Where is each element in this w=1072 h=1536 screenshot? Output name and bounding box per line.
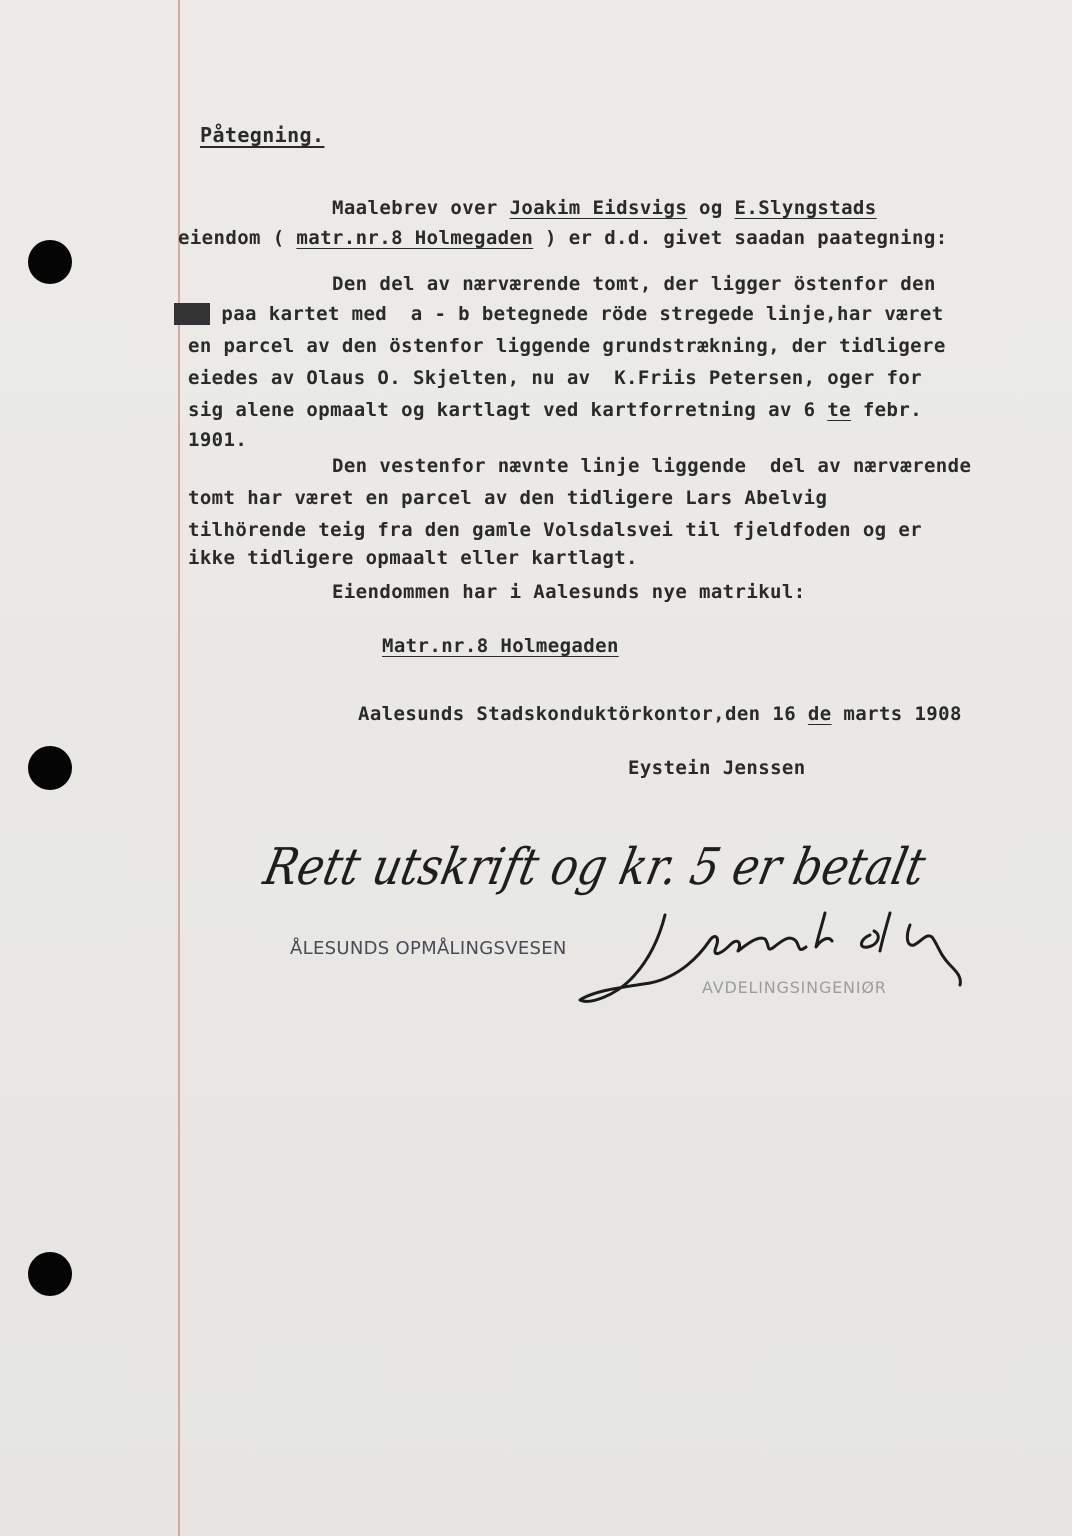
text-line: en parcel av den östenfor liggende grundstrækning, der tidligere [188, 335, 946, 357]
text-line: eiedes av Olaus O. Skjelten, nu av K.Friis Petersen, oger for [188, 367, 923, 389]
text-line: Den del av nærværende tomt, der ligger östenfor den [332, 273, 936, 295]
text-line: 1901. [188, 429, 248, 451]
handwritten-note: Rett utskrift og kr. 5 er betalt [258, 838, 931, 897]
signer-name: Eystein Jenssen [628, 757, 806, 779]
text-line: Eiendommen har i Aalesunds nye matrikul: [332, 581, 806, 603]
text-line: Xxx paa kartet med a - b betegnede röde stregede linje,har været [174, 303, 944, 325]
struck-word: Xxx [174, 303, 210, 325]
text-line: sig alene opmaalt og kartlagt ved kartforretning av 6 te febr. [188, 399, 923, 421]
punch-hole [28, 746, 72, 790]
text-line: Den vestenfor nævnte linje liggende del av nærværende [332, 455, 972, 477]
office-stamp: ÅLESUNDS OPMÅLINGSVESEN [290, 938, 567, 959]
text-line: eiendom ( matr.nr.8 Holmegaden ) er d.d. givet saadan paategning: [178, 227, 948, 249]
handwritten-signature [570, 895, 970, 1015]
title-stamp: AVDELINGSINGENIØR [702, 978, 887, 997]
punch-hole [28, 240, 72, 284]
place-date: Aalesunds Stadskonduktörkontor,den 16 de marts 1908 [358, 703, 962, 725]
punch-hole [28, 1252, 72, 1296]
text-line: Maalebrev over Joakim Eidsvigs og E.Slyngstads [332, 197, 877, 219]
text-line: tomt har været en parcel av den tidligere Lars Abelvig [188, 487, 828, 509]
heading: Påtegning. [200, 123, 325, 147]
text-line: ikke tidligere opmaalt eller kartlagt. [188, 547, 638, 569]
matrikul-number: Matr.nr.8 Holmegaden [382, 635, 619, 657]
text-line: tilhörende teig fra den gamle Volsdalsvei til fjeldfoden og er [188, 519, 923, 541]
